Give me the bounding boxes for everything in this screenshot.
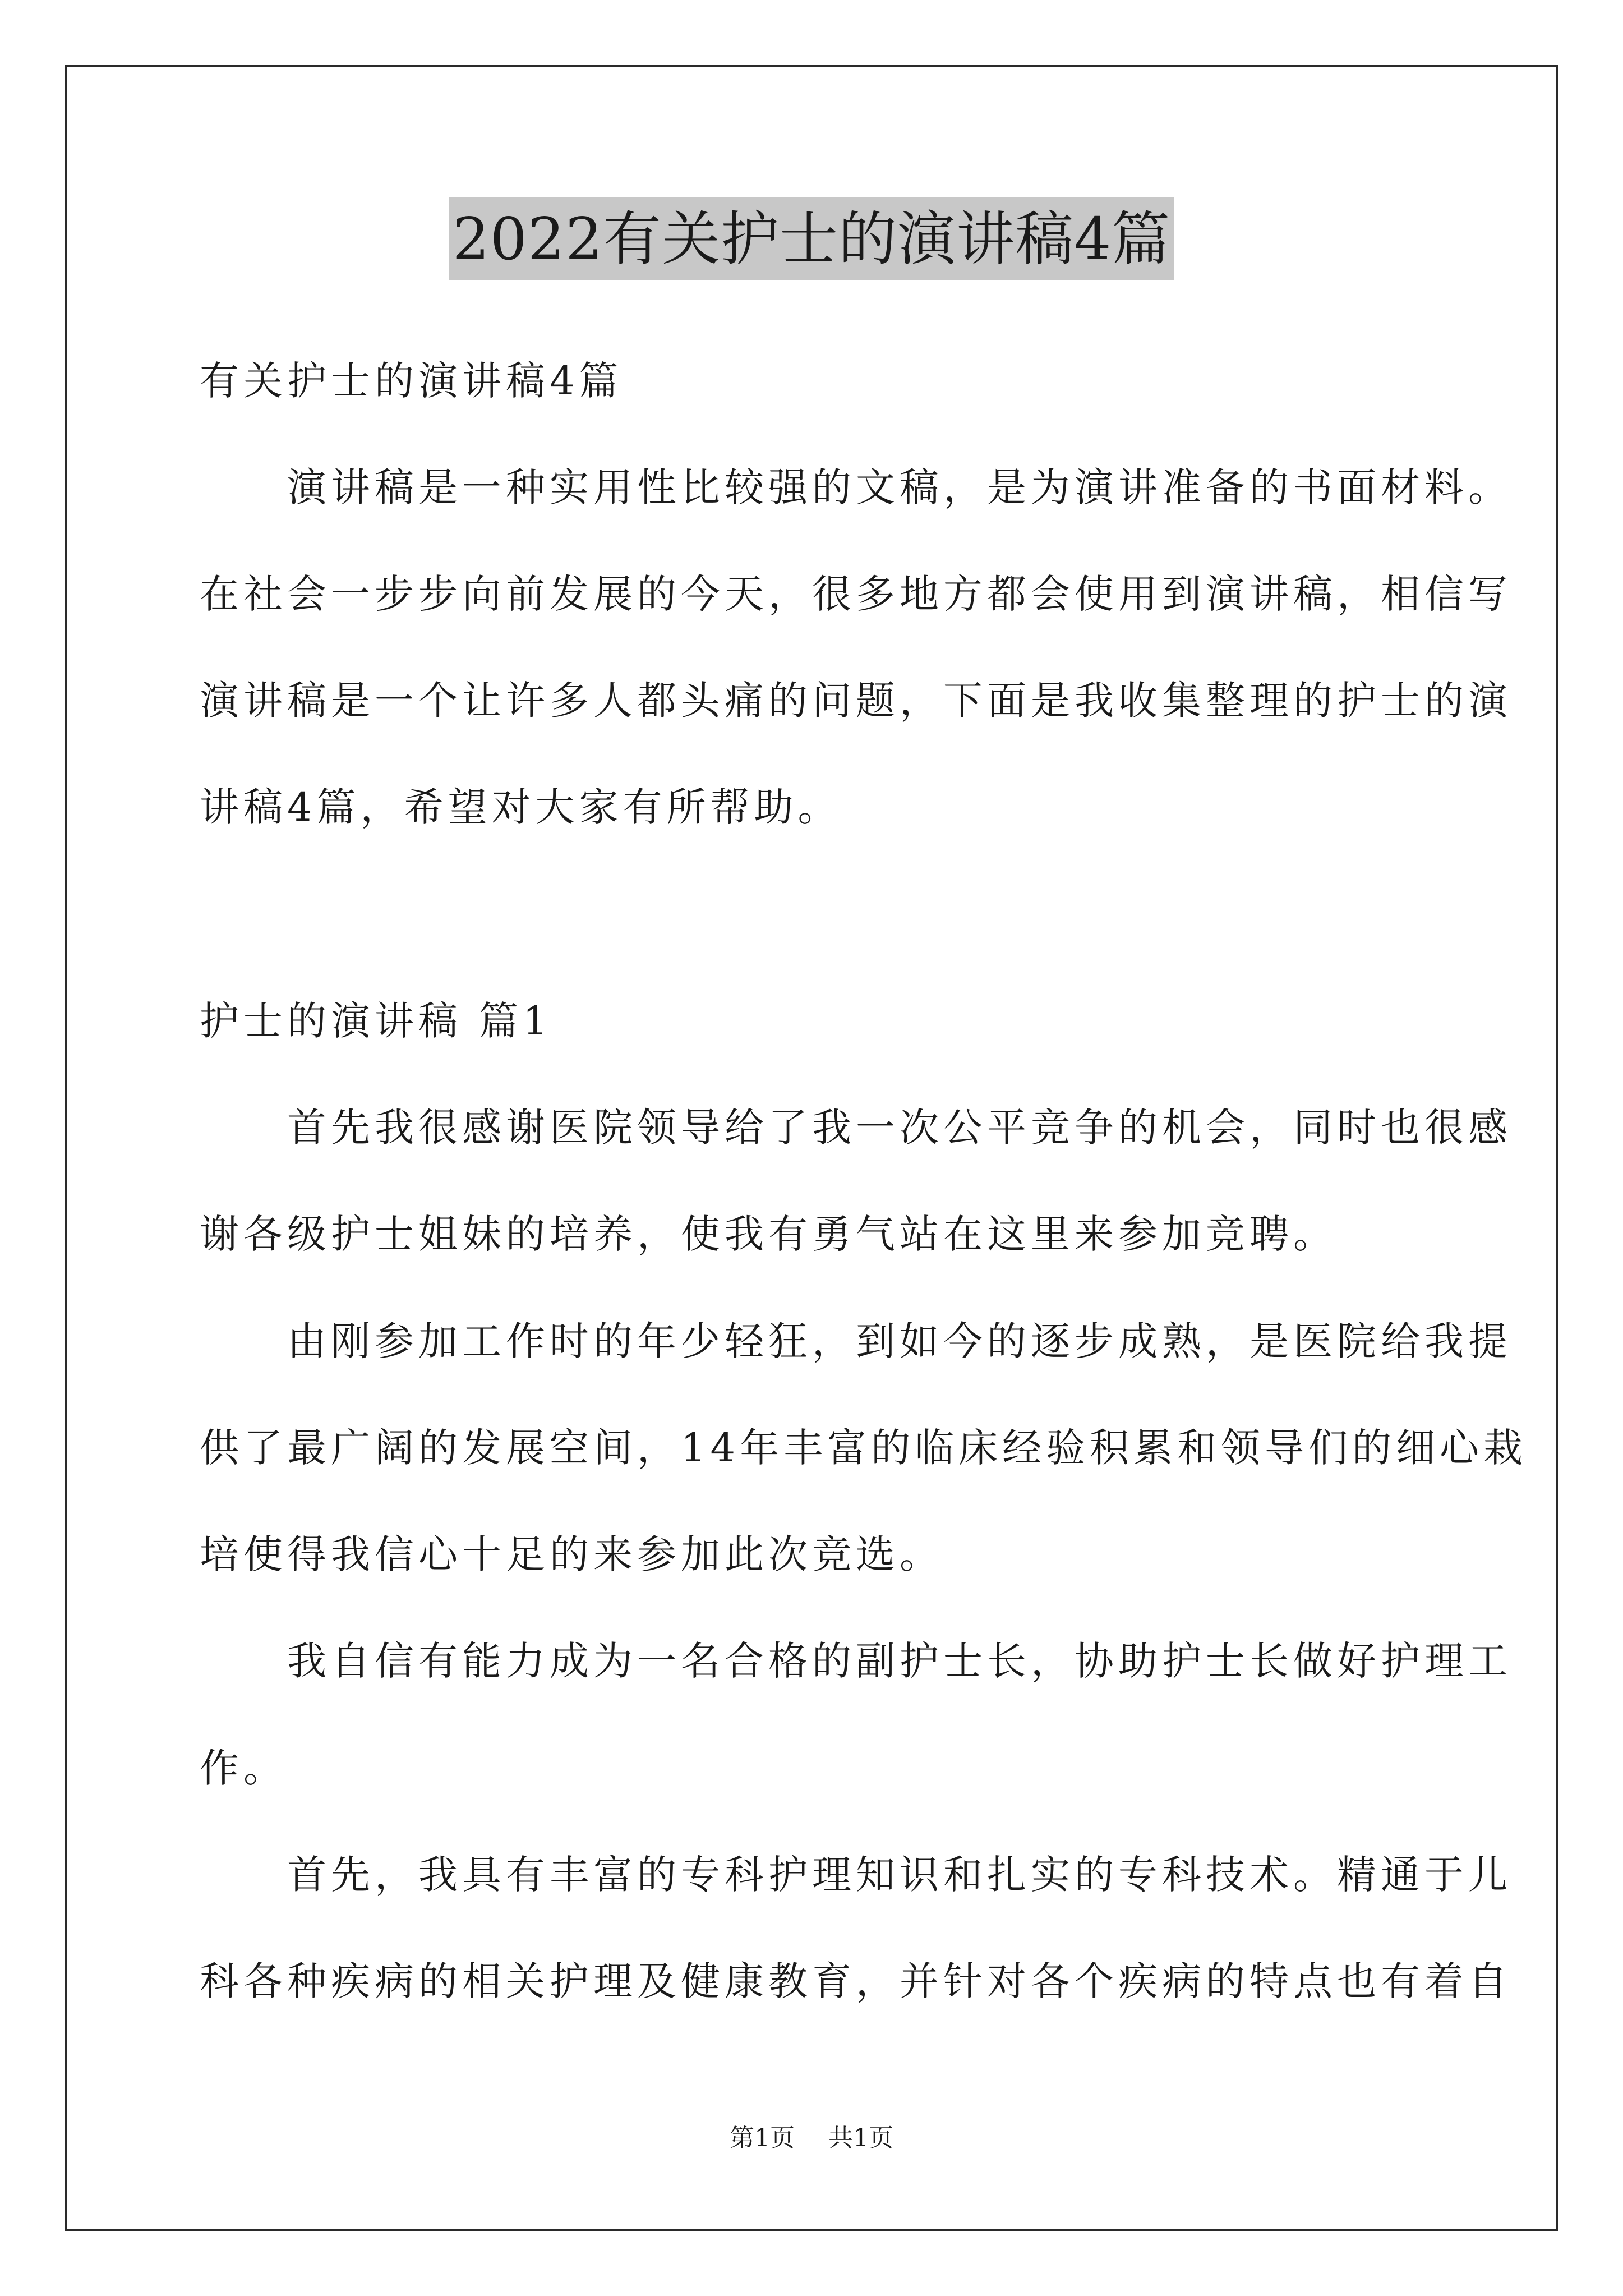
paragraph-line: 科各种疾病的相关护理及健康教育，并针对各个疾病的特点也有着自 (200, 1958, 1512, 2004)
document-title: 2022有关护士的演讲稿4篇 (449, 197, 1174, 280)
paragraph-line: 谢各级护士姐妹的培养，使我有勇气站在这里来参加竞聘。 (200, 1211, 1337, 1257)
page-footer (0, 2122, 1623, 2155)
page-total: 共1页 (828, 2124, 893, 2152)
paragraph-line: 演讲稿是一个让许多人都头痛的问题，下面是我收集整理的护士的演 (200, 678, 1512, 724)
paragraph-line: 由刚参加工作时的年少轻狂，到如今的逐步成熟，是医院给我提 (200, 1318, 1512, 1364)
paragraph-line: 演讲稿是一种实用性比较强的文稿，是为演讲准备的书面材料。 (200, 464, 1512, 510)
paragraph-line: 首先，我具有丰富的专科护理知识和扎实的专科技术。精通于儿 (200, 1852, 1512, 1898)
paragraph-line: 作。 (200, 1745, 287, 1791)
title-container (0, 197, 1623, 280)
paragraph-line: 首先我很感谢医院领导给了我一次公平竞争的机会，同时也很感 (200, 1105, 1512, 1151)
paragraph-line: 培使得我信心十足的来参加此次竞选。 (200, 1531, 943, 1577)
paragraph-line: 我自信有能力成为一名合格的副护士长，协助护士长做好护理工 (200, 1638, 1512, 1684)
paragraph-line: 供了最广阔的发展空间，14年丰富的临床经验积累和领导们的细心栽 (200, 1425, 1528, 1471)
section-heading: 护士的演讲稿 篇1 (200, 998, 552, 1044)
subtitle-line: 有关护士的演讲稿4篇 (200, 358, 623, 404)
paragraph-line: 讲稿4篇，希望对大家有所帮助。 (200, 784, 842, 830)
paragraph-line: 在社会一步步向前发展的今天，很多地方都会使用到演讲稿，相信写 (200, 571, 1512, 617)
page-number: 第1页 (730, 2124, 795, 2152)
